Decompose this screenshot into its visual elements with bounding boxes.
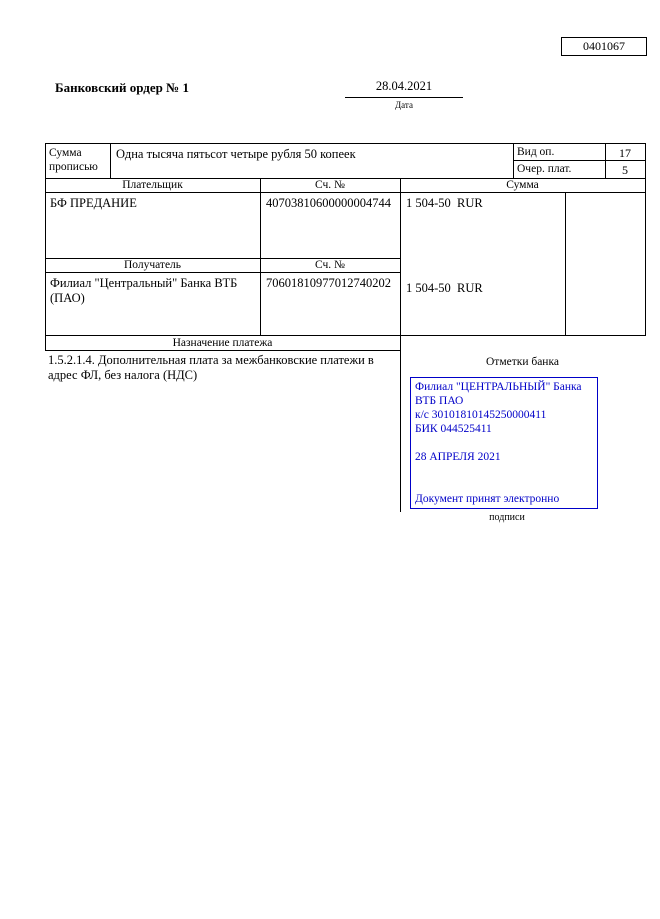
bank-stamp xyxy=(410,377,598,509)
bank-stamp-line: к/с 30101810145250000411 xyxy=(415,409,547,421)
divider xyxy=(565,192,566,335)
priority-label: Очер. плат. xyxy=(517,163,572,175)
purpose-text: 1.5.2.1.4. Дополнительная плата за межбанковские платежи в адрес ФЛ, без налога (НДС) xyxy=(48,353,374,382)
date-value: 28.04.2021 xyxy=(345,79,463,98)
bank-stamp-line: 28 АПРЕЛЯ 2021 xyxy=(415,451,501,463)
bank-marks-header: Отметки банка xyxy=(486,356,559,368)
payee-account: 70601810977012740202 xyxy=(266,276,391,290)
amount-words-value: Одна тысяча пятьсот четыре рубля 50 копеек xyxy=(116,147,356,161)
payer-name: БФ ПРЕДАНИЕ xyxy=(50,196,137,210)
divider xyxy=(45,143,646,144)
divider xyxy=(45,143,46,350)
bank-stamp-line xyxy=(415,436,593,450)
payee-amount: 1 504-50 RUR xyxy=(406,281,483,295)
payer-account-column-header: Сч. № xyxy=(314,179,346,191)
payer-column-header: Плательщик xyxy=(122,179,183,191)
bank-stamp-line: Документ принят электронно xyxy=(415,493,560,505)
bank-stamp-line: ВТБ ПАО xyxy=(415,395,464,407)
date-label: Дата xyxy=(395,100,413,110)
payer-amount: 1 504-50 RUR xyxy=(406,196,483,210)
bank-stamp-line xyxy=(415,464,593,478)
divider xyxy=(513,143,514,178)
bank-stamp-line xyxy=(415,478,593,492)
priority-value: 5 xyxy=(622,163,628,177)
divider xyxy=(110,143,111,178)
operation-type-value: 17 xyxy=(619,146,631,160)
form-code-box xyxy=(561,37,647,56)
page-title: Банковский ордер № 1 xyxy=(55,80,189,95)
divider xyxy=(45,272,401,273)
signatures-label: подписи xyxy=(489,512,525,523)
operation-type-label: Вид оп. xyxy=(517,146,555,158)
divider xyxy=(45,350,401,351)
amount-column-header: Сумма xyxy=(506,179,539,191)
payee-column-header: Получатель xyxy=(123,259,182,271)
divider xyxy=(400,178,401,512)
payee-name: Филиал "Центральный" Банка ВТБ (ПАО) xyxy=(50,276,238,305)
divider xyxy=(260,178,261,335)
amount-words-label: Сумма прописью xyxy=(49,147,98,173)
purpose-header: Назначение платежа xyxy=(172,337,273,349)
divider xyxy=(45,335,646,336)
form-code: 0401067 xyxy=(583,39,625,53)
divider xyxy=(45,192,646,193)
divider xyxy=(645,143,646,335)
bank-stamp-line: БИК 044525411 xyxy=(415,423,492,435)
payee-account-column-header: Сч. № xyxy=(314,259,346,271)
payer-account: 40703810600000004744 xyxy=(266,196,391,210)
bank-stamp-line: Филиал "ЦЕНТРАЛЬНЫЙ" Банка xyxy=(415,381,582,393)
